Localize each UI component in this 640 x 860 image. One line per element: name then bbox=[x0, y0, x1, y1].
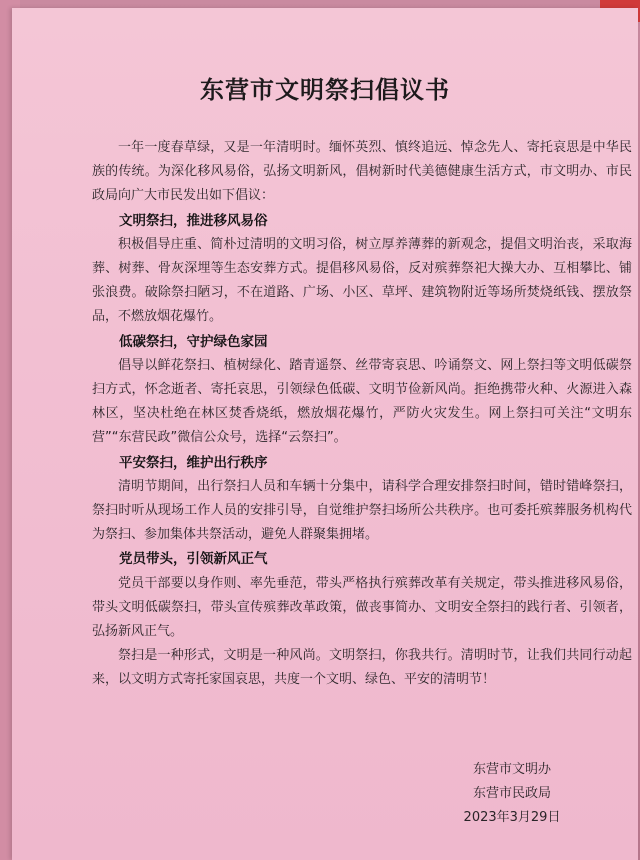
section-heading-low-carbon: 低碳祭扫，守护绿色家园 bbox=[119, 333, 268, 350]
section-heading-civilized: 文明祭扫，推进移风易俗 bbox=[119, 212, 268, 229]
signature-block bbox=[442, 758, 582, 830]
intro-paragraph: 一年一度春草绿，又是一年清明时。缅怀英烈、慎终追远、悼念先人、寄托哀思是中华民族的传统。为深化移风易俗，弘扬文明新风，倡树新时代美德健康生活方式，市文明办、市民政局向广大市民发出如下倡议： bbox=[92, 140, 632, 204]
pink-document-sheet bbox=[12, 8, 638, 860]
section-heading-party-members: 党员带头，引领新风正气 bbox=[119, 551, 268, 568]
section-text-civilized: 积极倡导庄重、简朴过清明的文明习俗，树立厚养薄葬的新观念，提倡文明治丧，采取海葬、树葬、骨灰深埋等生态安葬方式。提倡移风易俗，反对殡葬祭祀大操大办、互相攀比、铺张浪费。破除祭扫陋习，不在道路、广场、小区、草坪、建筑物附近等场所焚烧纸钱、摆放祭品，不燃放烟花爆竹。 bbox=[92, 236, 632, 325]
section-heading-safety: 平安祭扫，维护出行秩序 bbox=[119, 454, 268, 471]
issue-date: 2023年3月29日 bbox=[463, 810, 561, 825]
issuer-civilization-office: 东营市文明办 bbox=[472, 762, 551, 777]
document-body bbox=[92, 136, 632, 693]
section-text-party-members: 党员干部要以身作则、率先垂范，带头严格执行殡葬改革有关规定，带头推进移风易俗，带头文明低碳祭扫，带头宣传殡葬改革政策，做丧事简办、文明安全祭扫的践行者、引领者，弘扬新风正气。 bbox=[92, 575, 632, 640]
section-text-low-carbon: 倡导以鲜花祭扫、植树绿化、踏青遥祭、丝带寄哀思、吟诵祭文、网上祭扫等文明低碳祭扫方式，怀念逝者、寄托哀思，引领绿色低碳、文明节俭新风尚。拒绝携带火种、火源进入森林区，坚决杜绝在林区焚香烧纸，燃放烟花爆竹，严防火灾发生。网上祭扫可关注“文明东营”“东营民政”微信公众号，选择“云祭扫”。 bbox=[92, 357, 632, 446]
document-title: 东营市文明祭扫倡议书 bbox=[200, 75, 450, 104]
issuer-civil-affairs-bureau: 东营市民政局 bbox=[472, 786, 551, 801]
section-text-safety: 清明节期间，出行祭扫人员和车辆十分集中，请科学合理安排祭扫时间，错时错峰祭扫，祭扫时听从现场工作人员的安排引导，自觉维护祭扫场所公共秩序。也可委托殡葬服务机构代为祭扫、参加集体共祭活动，避免人群聚集拥堵。 bbox=[92, 478, 632, 543]
closing-paragraph: 祭扫是一种形式，文明是一种风尚。文明祭扫，你我共行。清明时节，让我们共同行动起来，以文明方式寄托家国哀思，共度一个文明、绿色、平安的清明节！ bbox=[92, 648, 632, 688]
